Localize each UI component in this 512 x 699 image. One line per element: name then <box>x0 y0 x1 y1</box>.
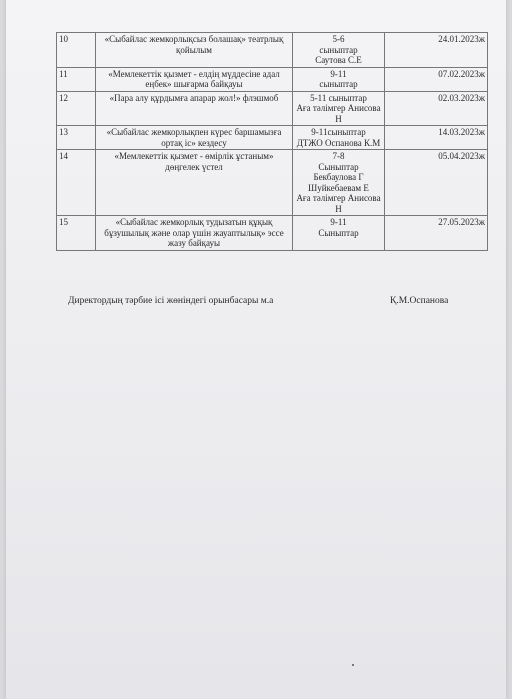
event-name: «Мемлекеттік қызмет - елдің мүддесіне адал еңбек» шығарма байқауы <box>96 67 293 91</box>
signer-name: Қ.М.Оспанова <box>390 296 449 306</box>
document-page <box>6 0 506 699</box>
table-row <box>57 91 488 126</box>
event-name: «Сыбайлас жемкорлық тудызатын құқық бұзушылық және олар үшін жауаптылық» эссе жазу байқауы <box>96 216 293 251</box>
participants: 7-8 Сыныптар Бекбаулова Г Шуйкебаевам Е Аға тәлімгер Анисова Н <box>293 150 385 216</box>
row-number: 11 <box>57 67 96 91</box>
event-date: 14.03.2023ж <box>385 126 488 150</box>
event-name: «Мемлекеттік қызмет - өмірлік ұстаным» дөңгелек үстел <box>96 150 293 216</box>
row-number: 15 <box>57 216 96 251</box>
table-row <box>57 67 488 91</box>
event-date: 27.05.2023ж <box>385 216 488 251</box>
event-date: 07.02.2023ж <box>385 67 488 91</box>
event-name: «Сыбайлас жемкорлықсыз болашақ» театрлық қойылым <box>96 33 293 68</box>
event-date: 02.03.2023ж <box>385 91 488 126</box>
event-date: 05.04.2023ж <box>385 150 488 216</box>
table-row <box>57 150 488 216</box>
events-table <box>56 32 488 251</box>
table-row <box>57 33 488 68</box>
table-row <box>57 216 488 251</box>
row-number: 12 <box>57 91 96 126</box>
event-name: «Пара алу құрдымға апарар жол!» флэшмоб <box>96 91 293 126</box>
row-number: 14 <box>57 150 96 216</box>
participants: 9-11 сыныптар <box>293 67 385 91</box>
row-number: 13 <box>57 126 96 150</box>
event-date: 24.01.2023ж <box>385 33 488 68</box>
event-name: «Сыбайлас жемкорлықпен күрес баршамызға ортақ іс» кездесу <box>96 126 293 150</box>
participants: 5-11 сыныптар Аға тәлімгер Анисова Н <box>293 91 385 126</box>
row-number: 10 <box>57 33 96 68</box>
participants: 9-11 Сыныптар <box>293 216 385 251</box>
participants: 5-6 сыныптар Саутова С.Е <box>293 33 385 68</box>
table-row <box>57 126 488 150</box>
signer-position: Директордың тәрбие ісі жөніндегі орынбасары м.а <box>68 296 274 306</box>
paper-speck <box>352 664 354 666</box>
signature-line <box>68 296 468 306</box>
participants: 9-11сыныптар ДТЖО Оспанова К.М <box>293 126 385 150</box>
